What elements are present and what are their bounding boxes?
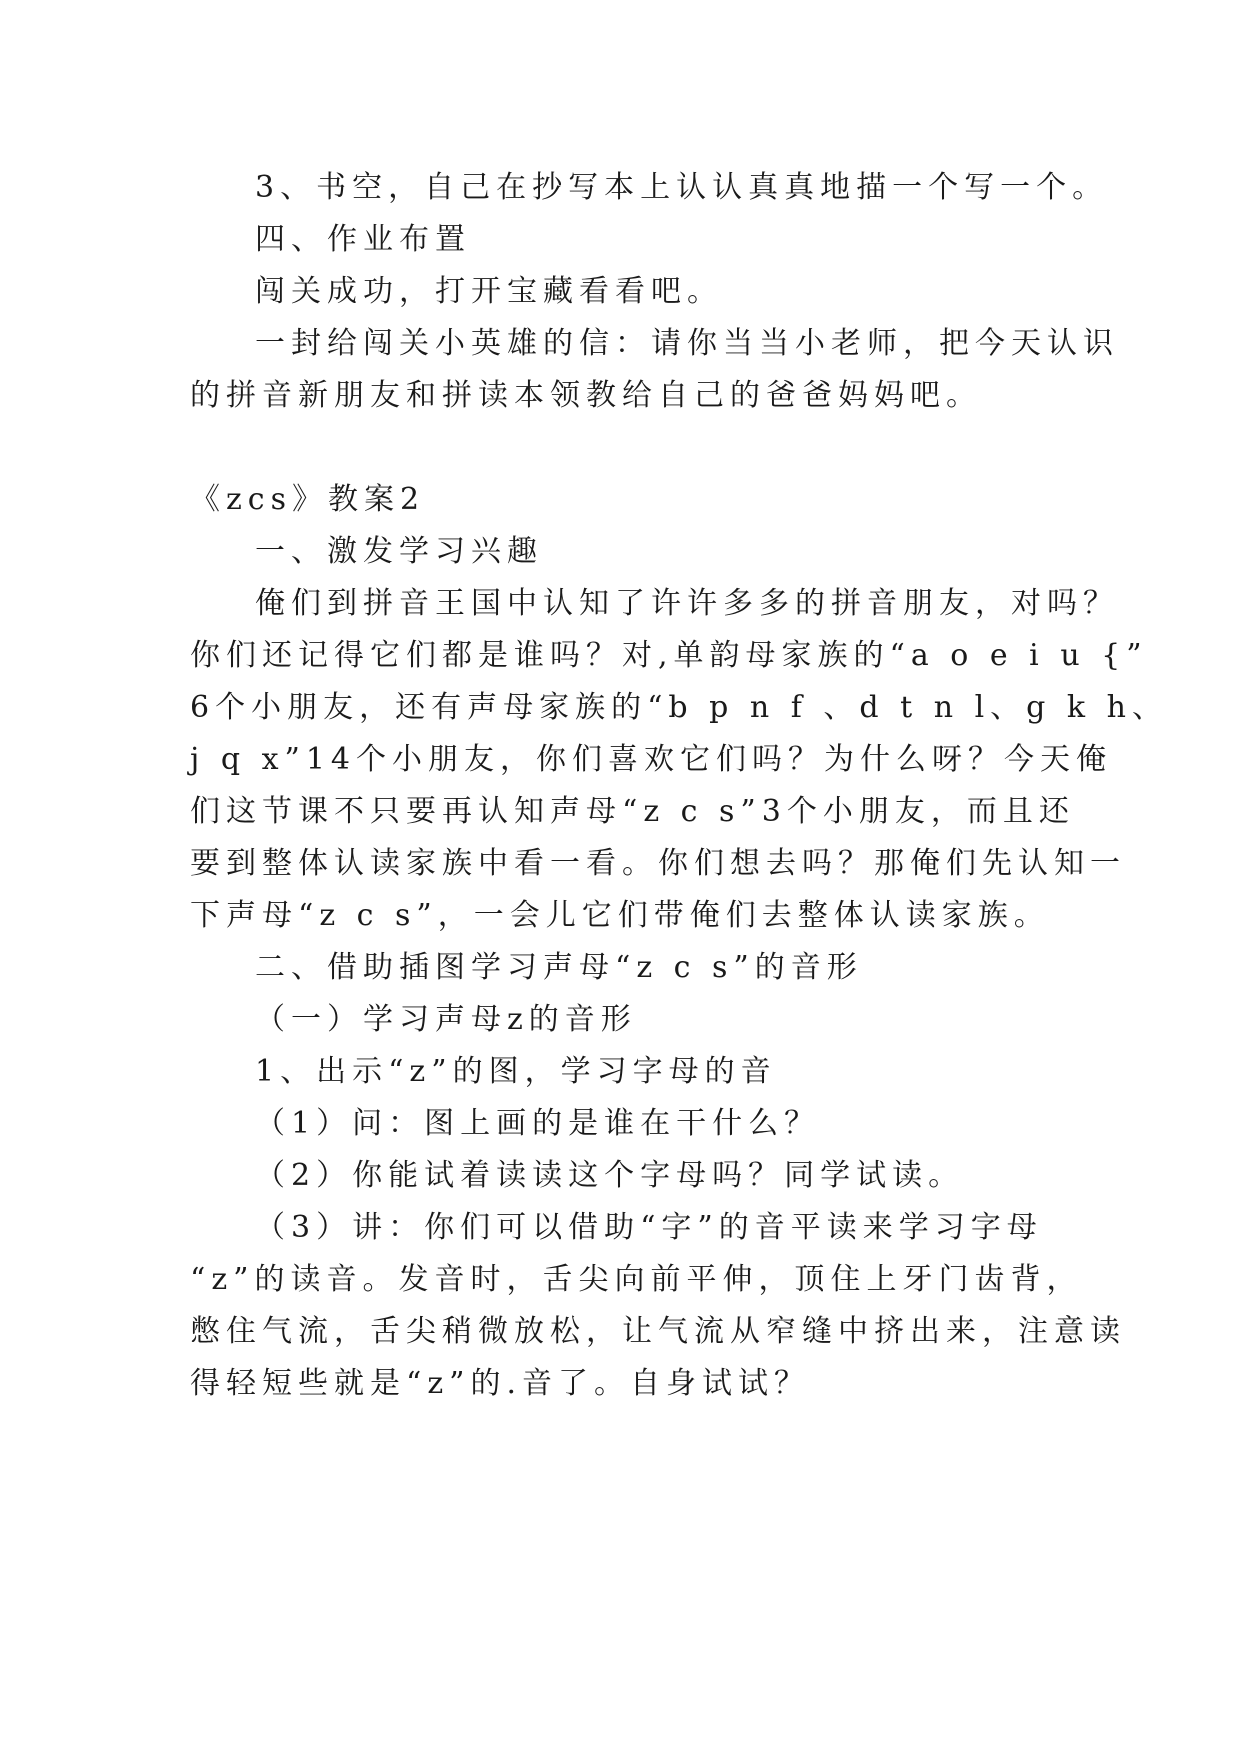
- document-title: 《zcs》教案2: [190, 482, 426, 517]
- section-heading: 四、作业布置: [255, 222, 471, 257]
- section-heading: 一、激发学习兴趣: [255, 534, 543, 569]
- paragraph-line: 你们还记得它们都是谁吗？对,单韵母家族的“a o e i u {”: [190, 638, 1148, 673]
- paragraph-line: 闯关成功，打开宝藏看看吧。: [255, 274, 723, 309]
- paragraph-line: 得轻短些就是“z”的.音了。自身试试？: [190, 1366, 811, 1401]
- paragraph-line: （3）讲：你们可以借助“字”的音平读来学习字母: [255, 1210, 1043, 1245]
- section-heading: 二、借助插图学习声母“z c s”的音形: [255, 950, 863, 985]
- paragraph-line: j q x”14个小朋友，你们喜欢它们吗？为什么呀？今天俺: [190, 742, 1113, 777]
- paragraph-line: （2）你能试着读读这个字母吗？同学试读。: [255, 1158, 965, 1193]
- paragraph-line: 俺们到拼音王国中认知了许许多多的拼音朋友，对吗？: [255, 586, 1119, 621]
- paragraph-line: （1）问：图上画的是谁在干什么？: [255, 1106, 821, 1141]
- paragraph-line: 6个小朋友，还有声母家族的“b p n f 、d t n l、g k h、: [190, 690, 1168, 725]
- paragraph-line: 的拼音新朋友和拼读本领教给自己的爸爸妈妈吧。: [190, 378, 982, 413]
- paragraph-line: 们这节课不只要再认知声母“z c s”3个小朋友，而且还: [190, 794, 1075, 829]
- paragraph-line: 1、出示“z”的图，学习字母的音: [255, 1054, 777, 1089]
- paragraph-line: 下声母“z c s”，一会儿它们带俺们去整体认读家族。: [190, 898, 1050, 933]
- paragraph-line: 3、书空，自己在抄写本上认认真真地描一个写一个。: [255, 170, 1109, 205]
- subsection-heading: （一）学习声母z的音形: [255, 1002, 637, 1037]
- paragraph-line: “z”的读音。发音时，舌尖向前平伸，顶住上牙门齿背，: [190, 1262, 1083, 1297]
- paragraph-line: 要到整体认读家族中看一看。你们想去吗？那俺们先认知一: [190, 846, 1126, 881]
- paragraph-line: 憋住气流，舌尖稍微放松，让气流从窄缝中挤出来，注意读: [190, 1314, 1126, 1349]
- paragraph-line: 一封给闯关小英雄的信：请你当当小老师，把今天认识: [255, 326, 1119, 361]
